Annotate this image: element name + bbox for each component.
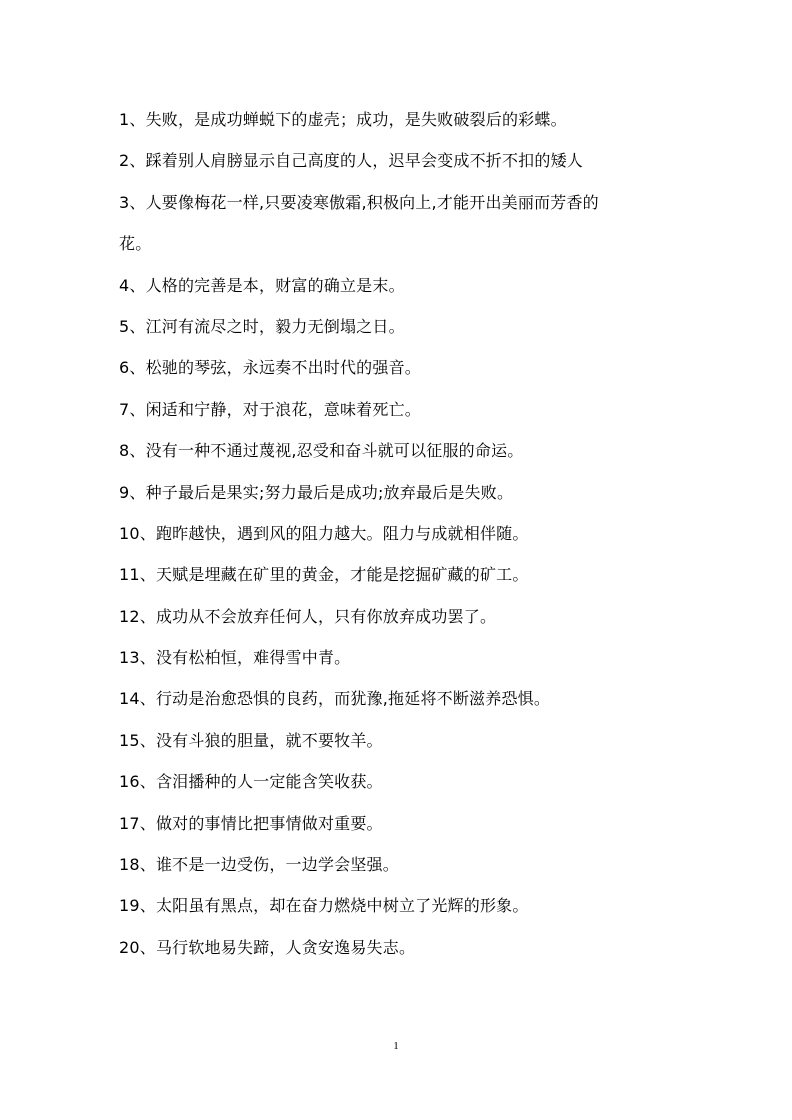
quote-line-14: 14、行动是治愈恐惧的良药，而犹豫,拖延将不断滋养恐惧。 [119,689,551,709]
quote-line-12: 12、成功从不会放弃任何人，只有你放弃成功罢了。 [119,606,497,626]
quote-line-7: 7、闲适和宁静，对于浪花，意味着死亡。 [119,399,421,419]
quote-line-13: 13、没有松柏恒，难得雪中青。 [119,648,351,668]
quote-list [119,99,679,968]
quote-line-19: 19、太阳虽有黑点，却在奋力燃烧中树立了光辉的形象。 [119,896,529,916]
quote-line-10: 10、跑昨越快，遇到风的阻力越大。阻力与成就相伴随。 [119,523,529,543]
quote-line-5: 5、江河有流尽之时，毅力无倒塌之日。 [119,316,405,336]
quote-line-3: 3、人要像梅花一样,只要凌寒傲霜,积极向上,才能开出美丽而芳香的 [119,192,599,212]
page-number: 1 [393,1040,399,1052]
quote-line-2: 2、踩着别人肩膀显示自己高度的人，迟早会变成不折不扣的矮人 [119,151,583,171]
quote-line-1: 1、失败，是成功蝉蜕下的虚壳；成功，是失败破裂后的彩蝶。 [119,110,567,129]
quote-line-9: 9、种子最后是果实;努力最后是成功;放弃最后是失败。 [119,482,514,502]
quote-line-17: 17、做对的事情比把事情做对重要。 [119,813,383,833]
quote-line-4: 4、人格的完善是本，财富的确立是末。 [119,275,405,295]
quote-line-11: 11、天赋是埋藏在矿里的黄金，才能是挖掘矿藏的矿工。 [119,565,529,585]
quote-line-15: 15、没有斗狼的胆量，就不要牧羊。 [119,730,383,750]
quote-line-16: 16、含泪播种的人一定能含笑收获。 [119,772,383,792]
quote-line-3-continued: 花。 [119,234,152,254]
quote-line-18: 18、谁不是一边受伤，一边学会坚强。 [119,855,399,875]
quote-line-20: 20、马行软地易失蹄，人贪安逸易失志。 [119,937,416,957]
quote-line-6: 6、松驰的琴弦，永远奏不出时代的强音。 [119,358,421,378]
quote-line-8: 8、没有一种不通过蔑视,忍受和奋斗就可以征服的命运。 [119,441,524,461]
